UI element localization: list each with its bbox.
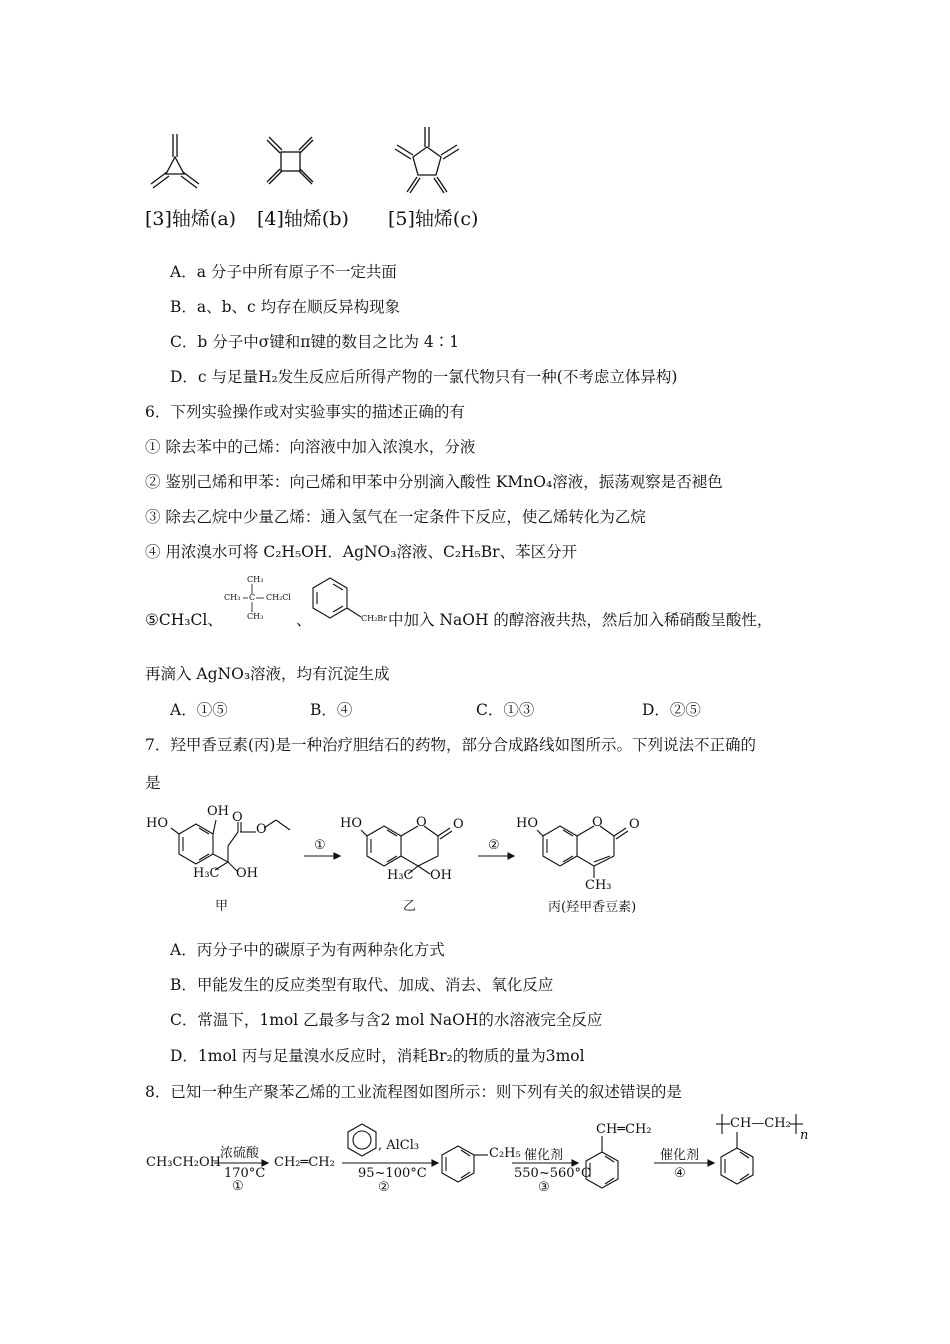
flow-r1-num: ① xyxy=(232,1179,244,1194)
bing-o-carbonyl: O xyxy=(629,817,640,832)
flow-r2-bottom: 95~100°C xyxy=(358,1166,427,1181)
struct1-c: C xyxy=(249,593,256,602)
flow-r3-top: 催化剂 xyxy=(524,1148,564,1163)
q6-option-d: D．②⑤ xyxy=(642,701,701,719)
q7-option-b: B．甲能发生的反应类型有取代、加成、消去、氧化反应 xyxy=(170,976,554,994)
bing-ch3: CH₃ xyxy=(585,878,612,893)
yi-name: 乙 xyxy=(403,899,417,914)
step2-label: ② xyxy=(488,838,500,853)
axialene-b-label: [4]轴烯(b) xyxy=(257,208,349,230)
q5-option-a: A．a 分子中所有原子不一定共面 xyxy=(170,263,397,281)
jia-o-ester: O xyxy=(256,822,267,837)
flow-ethyl: C₂H₅ xyxy=(489,1146,521,1161)
q6-option-c: C．①③ xyxy=(476,701,535,719)
flow-r3-num: ③ xyxy=(538,1180,550,1195)
struct1-ch3-top: CH₃ xyxy=(247,575,264,584)
yi-o-ring: O xyxy=(416,815,427,830)
flow-polymer-n: n xyxy=(800,1128,809,1143)
flow-r4-num: ④ xyxy=(674,1166,686,1181)
q6-stem: 6．下列实验操作或对实验事实的描述正确的有 xyxy=(145,403,465,421)
q6-item-1: ① 除去苯中的己烯：向溶液中加入浓溴水，分液 xyxy=(145,438,476,456)
jia-o-carbonyl: O xyxy=(232,810,243,825)
yi-ho: HO xyxy=(340,816,362,831)
flow-ethene: CH₂═CH₂ xyxy=(274,1155,335,1170)
struct1-ch3-bottom: CH₃ xyxy=(247,612,264,621)
q7-stem-line1: 7．羟甲香豆素(丙)是一种治疗胆结石的药物，部分合成路线如图所示。下列说法不正确的 xyxy=(145,736,756,754)
q6-item-3: ③ 除去乙烷中少量乙烯：通入氢气在一定条件下反应，使乙烯转化为乙烷 xyxy=(145,508,646,526)
q5-option-d: D．c 与足量H₂发生反应后所得产物的一氯代物只有一种(不考虑立体异构) xyxy=(170,368,678,386)
q5-option-b: B．a、b、c 均存在顺反异构现象 xyxy=(170,298,401,316)
flow-start: CH₃CH₂OH xyxy=(146,1155,221,1170)
q7-option-d: D．1mol 丙与足量溴水反应时，消耗Br₂的物质的量为3mol xyxy=(170,1047,585,1065)
struct2-ch2br: CH₂Br xyxy=(361,614,388,623)
flow-r2-top: , AlCl₃ xyxy=(378,1138,420,1153)
jia-oh-top: OH xyxy=(207,804,229,819)
struct1-ch2cl: CH₂Cl xyxy=(266,593,291,602)
flow-r4-top: 催化剂 xyxy=(660,1148,700,1163)
q7-option-c: C．常温下，1mol 乙最多与含2 mol NaOH的水溶液完全反应 xyxy=(170,1011,603,1029)
jia-name: 甲 xyxy=(215,899,229,914)
yi-oh: OH xyxy=(430,868,452,883)
bing-o-ring: O xyxy=(592,815,603,830)
struct1-ch3-left: CH₃ xyxy=(224,593,241,602)
flow-r1-bottom: 170°C xyxy=(224,1166,266,1181)
flow-r2-num: ② xyxy=(378,1180,390,1195)
jia-ho: HO xyxy=(146,816,168,831)
q6-item-5-sep: 、 xyxy=(296,611,312,629)
axialene-c-label: [5]轴烯(c) xyxy=(388,208,479,230)
bing-ho: HO xyxy=(516,816,538,831)
jia-h3c: H₃C xyxy=(193,866,220,881)
yi-o-carbonyl: O xyxy=(453,817,464,832)
q6-option-b: B．④ xyxy=(310,701,353,719)
jia-oh: OH xyxy=(236,866,258,881)
step1-label: ① xyxy=(314,838,326,853)
q6-item-5-suffix: 中加入 NaOH 的醇溶液共热，然后加入稀硝酸呈酸性， xyxy=(388,611,773,629)
q6-item-5-prefix: ⑤CH₃Cl、 xyxy=(145,611,223,629)
flow-r3-bottom: 550~560°C xyxy=(514,1166,591,1181)
q5-option-c: C．b 分子中σ键和π键的数目之比为 4∶1 xyxy=(170,333,460,351)
flow-polymer: CH—CH₂ xyxy=(730,1116,791,1131)
flow-styrene: CH═CH₂ xyxy=(596,1122,652,1137)
q6-item-2: ② 鉴别己烯和甲苯：向己烯和甲苯中分别滴入酸性 KMnO₄溶液，振荡观察是否褪色 xyxy=(145,473,723,491)
axialene-a-label: [3]轴烯(a) xyxy=(145,208,237,230)
q6-item-5-cont: 再滴入 AgNO₃溶液，均有沉淀生成 xyxy=(145,665,390,683)
q6-option-a: A．①⑤ xyxy=(170,701,228,719)
q7-option-a: A．丙分子中的碳原子为有两种杂化方式 xyxy=(170,941,445,959)
q8-stem: 8．已知一种生产聚苯乙烯的工业流程图如图所示：则下列有关的叙述错误的是 xyxy=(145,1083,682,1101)
yi-h3c: H₃C xyxy=(387,868,414,883)
bing-name: 丙(羟甲香豆素) xyxy=(548,900,637,915)
flow-r1-top: 浓硫酸 xyxy=(220,1146,260,1161)
q6-item-4: ④ 用浓溴水可将 C₂H₅OH．AgNO₃溶液、C₂H₅Br、苯区分开 xyxy=(145,543,578,561)
q7-stem-line2: 是 xyxy=(145,774,161,792)
